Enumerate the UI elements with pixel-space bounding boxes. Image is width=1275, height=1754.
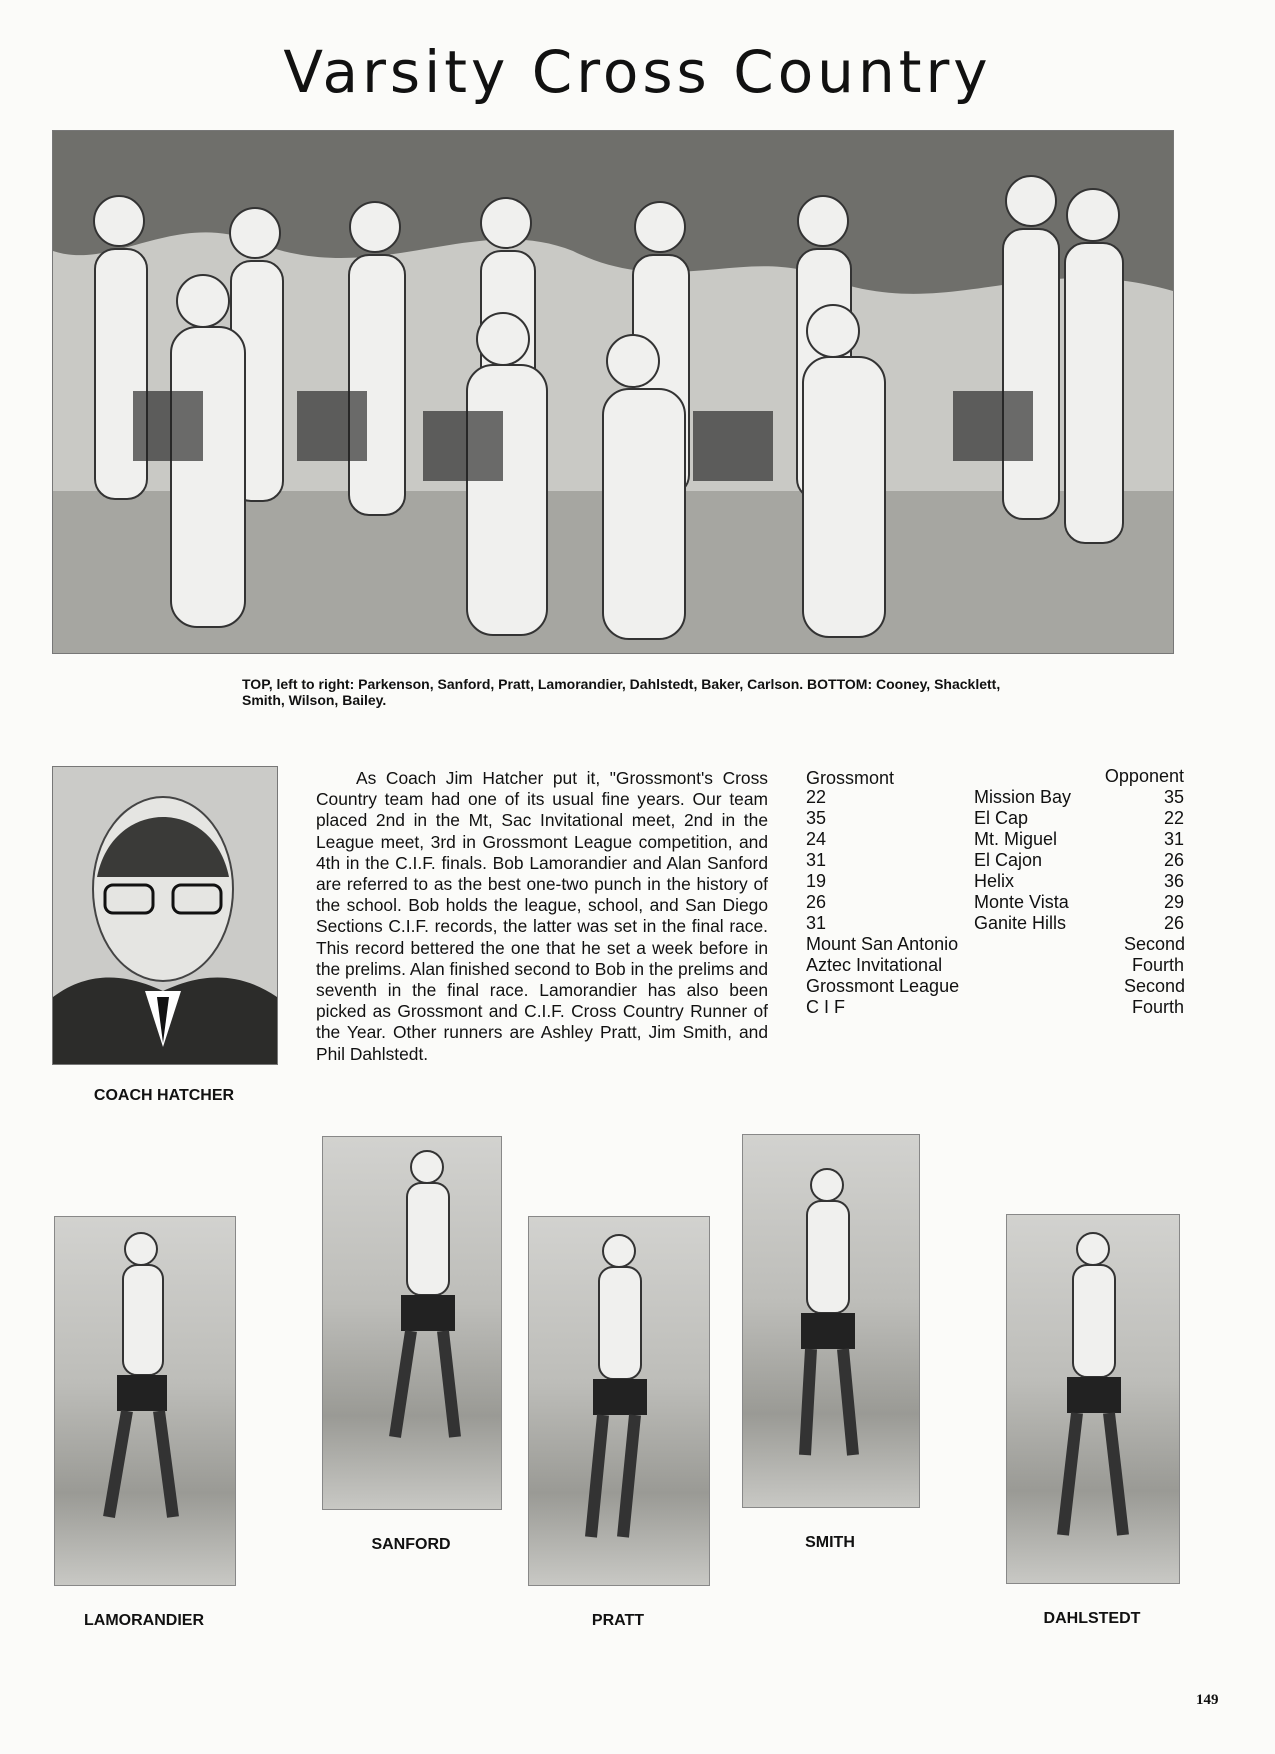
runner-photo-dahlstedt — [1006, 1214, 1180, 1584]
runner-name-sanford: SANFORD — [371, 1536, 451, 1553]
opponent-name: Mission Bay — [974, 787, 1072, 807]
story-text: As Coach Jim Hatcher put it, "Grossmont's Cross Country team had one of its usual fine years. Our team placed 2nd in the Mt, Sac Invitational meet, 2nd in the League meet, 3rd in Grossmont League competition, and 4th in the C.I.F. finals. Bob Lamorandier and Alan Sanford are referred to as the best one-two punch in the history of the school. Bob holds the league, school, and San Diego Sections C.I.F. records, the latter was set in the final race. This record bettered the one that he set a week before in the prelims. Alan finished second to Bob in the prelims and seventh in the final race. Lamorandier has also been picked as Grossmont and C.I.F. Cross Country Runner of the Year. Other runners are Ashley Pratt, Jim Smith, and Phil Dahlstedt. — [316, 768, 768, 1064]
opponent-score: 29 — [1163, 892, 1184, 912]
opponent-name: Ganite Hills — [974, 913, 1067, 933]
opponent-name: Monte Vista — [974, 892, 1069, 912]
runner-name-smith: SMITH — [805, 1534, 855, 1551]
team-photo-caption: TOP, left to right: Parkenson, Sanford, Pratt, Lamorandier, Dahlstedt, Baker, Carlson. BOTTOM: Cooney, Shacklett, Smith, Wilson, Bailey. — [242, 676, 1001, 708]
grossmont-score: 31 — [806, 850, 827, 870]
opponent-score: 26 — [1163, 850, 1184, 870]
page-title: Varsity Cross Country — [283, 38, 992, 106]
coach-portrait — [53, 767, 277, 1064]
grossmont-score: 22 — [806, 787, 827, 807]
event-place: Fourth — [1131, 955, 1184, 975]
grossmont-score: 26 — [806, 892, 827, 912]
runner-photo-smith — [742, 1134, 920, 1508]
results-header-right: Opponent — [1104, 766, 1184, 786]
event-place: Second — [1124, 934, 1186, 954]
opponent-score: 36 — [1163, 871, 1184, 891]
runner-photo-lamorandier — [54, 1216, 236, 1586]
coach-caption: COACH HATCHER — [93, 1087, 235, 1104]
runner-figure — [323, 1137, 501, 1509]
team-photo-illustration — [53, 131, 1173, 653]
results-header — [806, 766, 1184, 787]
page-number: 149 — [1196, 1692, 1219, 1708]
grossmont-score: 31 — [806, 913, 827, 933]
event-name: C I F — [806, 997, 845, 1017]
opponent-name: Mt. Miguel — [974, 829, 1058, 849]
opponent-score: 31 — [1163, 829, 1184, 849]
opponent-name: El Cap — [974, 808, 1029, 828]
event-name: Aztec Invitational — [806, 955, 943, 975]
event-row — [806, 955, 1184, 976]
coach-photo — [52, 766, 278, 1065]
team-photo — [52, 130, 1174, 654]
runner-name-lamorandier: LAMORANDIER — [84, 1612, 204, 1629]
results-row — [806, 850, 1184, 871]
runner-figure — [529, 1217, 709, 1585]
grossmont-score: 35 — [806, 808, 827, 828]
event-row — [806, 976, 1184, 997]
runner-name-pratt: PRATT — [591, 1612, 645, 1629]
event-row — [806, 997, 1184, 1018]
runner-photo-sanford — [322, 1136, 502, 1510]
event-name: Grossmont League — [806, 976, 960, 996]
opponent-score: 35 — [1163, 787, 1184, 807]
opponent-score: 26 — [1163, 913, 1184, 933]
results-row — [806, 829, 1184, 850]
opponent-name: Helix — [974, 871, 1015, 891]
results-row — [806, 808, 1184, 829]
runner-photo-pratt — [528, 1216, 710, 1586]
opponent-score: 22 — [1163, 808, 1184, 828]
results-row — [806, 787, 1184, 808]
results-header-left: Grossmont — [806, 768, 895, 788]
results-row — [806, 913, 1184, 934]
runner-figure — [743, 1135, 919, 1507]
runner-name-dahlstedt: DAHLSTEDT — [1043, 1610, 1141, 1627]
grossmont-score: 19 — [806, 871, 827, 891]
event-place: Fourth — [1131, 997, 1184, 1017]
results-row — [806, 871, 1184, 892]
event-row — [806, 934, 1184, 955]
runner-figure — [55, 1217, 235, 1585]
grossmont-score: 24 — [806, 829, 827, 849]
results-row — [806, 892, 1184, 913]
event-place: Second — [1124, 976, 1186, 996]
results-table — [806, 766, 1184, 1018]
opponent-name: El Cajon — [974, 850, 1043, 870]
event-name: Mount San Antonio — [806, 934, 959, 954]
runner-figure — [1007, 1215, 1179, 1583]
